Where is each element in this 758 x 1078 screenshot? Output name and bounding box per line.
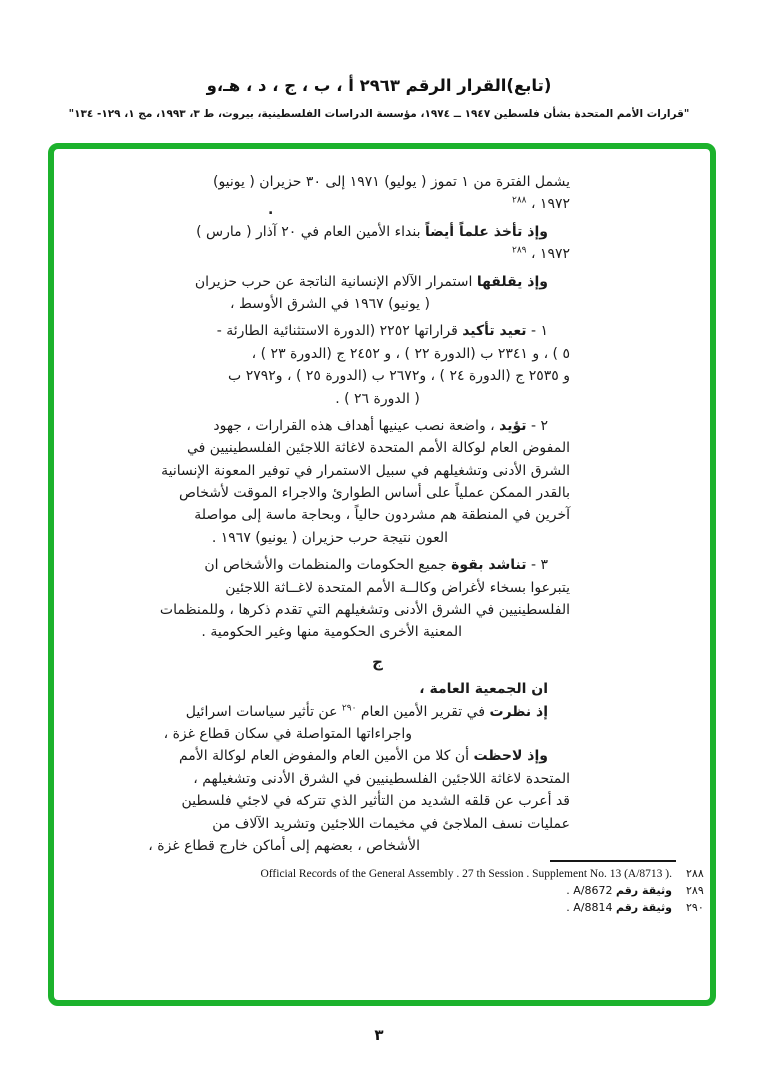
text-segment: وإذ لاحظت (473, 748, 548, 765)
text-line (185, 504, 570, 526)
footnote-doc-ref: A/8672 . (566, 884, 616, 897)
text-segment: عمليات نسف الملاجئ في مخيمات اللاجئين وتشريد الآلاف من (212, 815, 570, 832)
text-segment: ١٩٧٢ ، (526, 196, 570, 213)
page-number: ٣ (374, 1026, 384, 1044)
text-segment: المفوض العام لوكالة الأمم المتحدة لاغاثة اللاجئين الفلسطينيين في (186, 440, 570, 457)
text-segment: وإذ يقلقها (476, 273, 548, 290)
text-line (185, 221, 548, 243)
text-segment: تعيد تأكيد (462, 323, 527, 340)
text-segment: ١٩٧٢ ، (526, 246, 570, 263)
text-line (159, 599, 570, 621)
footnote-number: ٢٨٩ (686, 884, 704, 897)
text-segment: ( الدورة ٢٦ ) . (335, 390, 420, 407)
text-segment: واجراءاتها المتواصلة في سكان قطاع غزة ، (163, 725, 412, 742)
text-segment: تناشد بقوة (451, 557, 527, 574)
footnote-number: ٢٩٠ (686, 901, 704, 914)
text-line (185, 813, 570, 835)
footnote (566, 901, 708, 914)
text-segment: عن تأثير سياسات اسرائيل (185, 703, 342, 720)
footnotes (228, 867, 708, 914)
text-line (185, 388, 570, 410)
text-line (185, 621, 462, 643)
footnote-text (566, 901, 672, 914)
footnote-number: ٢٨٨ (686, 867, 704, 880)
footnote-reference: ٢٩٠ (341, 702, 357, 713)
text-segment: المعنية الأخرى الحكومية منها وغير الحكومية . (201, 624, 462, 641)
text-line (185, 527, 448, 549)
text-segment: المتحدة لاغاثة اللاجئين الفلسطينيين في الشرق الأدنى وتشغيلهم ، (193, 770, 570, 787)
text-line (185, 343, 570, 365)
text-line (185, 415, 548, 437)
text-segment: ٢ - (526, 417, 548, 434)
text-line (185, 554, 548, 576)
stray-period: . (268, 202, 274, 218)
text-line (163, 723, 412, 745)
text-segment: بالقدر الممكن عملياً على أساس الطوارئ والاجراء الموقت لأشخاص (179, 485, 570, 502)
text-segment: ٣ - (526, 557, 548, 574)
text-segment: الأشخاص ، بعضهم إلى أماكن خارج قطاع غزة ، (148, 837, 420, 854)
text-line (185, 320, 548, 342)
source-citation: "قرارات الأمم المتحدة بشأن فلسطين ١٩٤٧ ــ ١٩٧٤، مؤسسة الدراسات الفلسطينية، بيروت، ط ٣، ١٩٩٣، مج ١، ١٢٩- ١٣٤" (68, 108, 690, 120)
text-segment: يشمل الفترة من ١ تموز ( يوليو) ١٩٧١ إلى ٣٠ حزيران ( يونيو) (212, 174, 570, 190)
footnote-reference: ٢٨٩ (511, 245, 527, 256)
text-line (181, 790, 570, 812)
text-line (185, 577, 570, 599)
text-line (185, 678, 548, 700)
text-line (161, 460, 570, 482)
text-line (148, 835, 420, 857)
footnote (261, 867, 709, 880)
text-segment: ، واضعة نصب عينيها أهداف هذه القرارات ، جهود (213, 417, 500, 434)
text-segment: وإذ تأخذ علماً أيضاً (424, 223, 548, 240)
text-segment: أن كلا من الأمين العام والمفوض العام لوكالة الأمم (178, 748, 474, 765)
text-line (185, 437, 570, 459)
text-segment: يتبرعوا بسخاء لأغراض وكالــة الأمم المتحدة لاغــاثة اللاجئين (225, 579, 570, 596)
text-line (185, 365, 570, 387)
text-line (185, 293, 430, 315)
text-segment: قراراتها ٢٢٥٢ (الدورة الاستثنائية الطارئة - (216, 323, 463, 340)
page-title: (تابع)القرار الرقم ٢٩٦٣ أ ، ب ، ج ، د ، هـ،و (206, 76, 552, 95)
text-segment: ج (372, 652, 383, 671)
text-segment: العون نتيجة حرب حزيران ( يونيو) ١٩٦٧ . (211, 529, 448, 546)
text-segment: في تقرير الأمين العام (356, 703, 490, 720)
text-line (185, 171, 570, 193)
text-line (178, 745, 548, 767)
text-segment: ان الجمعية العامة ، (419, 681, 548, 698)
text-segment: ( يونيو) ١٩٦٧ في الشرق الأوسط ، (230, 295, 430, 312)
resolution-text (148, 171, 570, 857)
footnote-text (566, 884, 672, 897)
text-segment: و ٢٥٣٥ ج (الدورة ٢٤ ) ، و٢٦٧٢ ب (الدورة ٢٥ ) ، و٢٧٩٢ ب (228, 368, 570, 385)
text-segment: الفلسطينيين في الشرق الأدنى وتشغيلهم التي تقدم ذكرها ، وللمنظمات (159, 602, 570, 619)
text-segment: تؤيد (499, 417, 527, 434)
text-segment: بنداء الأمين العام في ٢٠ آذار ( مارس ) (196, 223, 425, 240)
footnote-separator (550, 860, 676, 862)
text-segment: الشرق الأدنى وتشغيلهم في سبيل الاستمرار في توفير المعونة الإنسانية (161, 462, 570, 479)
section-heading (185, 651, 570, 673)
text-line (185, 768, 570, 790)
footnote-reference: ٢٨٨ (511, 195, 527, 206)
text-line (185, 243, 570, 265)
footnote (566, 884, 708, 897)
text-line (179, 482, 570, 504)
text-line (185, 701, 548, 723)
footnote-text: Official Records of the General Assembly . 27 th Session . Supplement No. 13 (A/8713 ). (260, 868, 672, 880)
footnote-label: وثيقة رقم (615, 901, 672, 914)
footnote-doc-ref: A/8814 . (566, 901, 616, 914)
text-line (185, 271, 548, 293)
text-segment: آخرين في المنطقة هم مشردون حالياً ، وبحاجة ماسة إلى مواصلة (194, 507, 570, 524)
footnote-label: وثيقة رقم (615, 884, 672, 897)
text-segment: ١ - (526, 323, 548, 340)
text-segment: جميع الحكومات والمنظمات والأشخاص ان (204, 557, 452, 574)
text-segment: قد أعرب عن قلقه الشديد من التأثير الذي تتركه في لاجئي فلسطين (181, 793, 570, 810)
text-line (185, 193, 570, 215)
text-segment: ٥ ) ، و ٢٣٤١ ب (الدورة ٢٢ ) ، و ٢٤٥٢ ج (الدورة ٢٣ ) ، (251, 345, 570, 362)
text-segment: استمرار الآلام الإنسانية الناتجة عن حرب حزيران (194, 273, 477, 290)
text-segment: إذ نظرت (489, 703, 548, 720)
